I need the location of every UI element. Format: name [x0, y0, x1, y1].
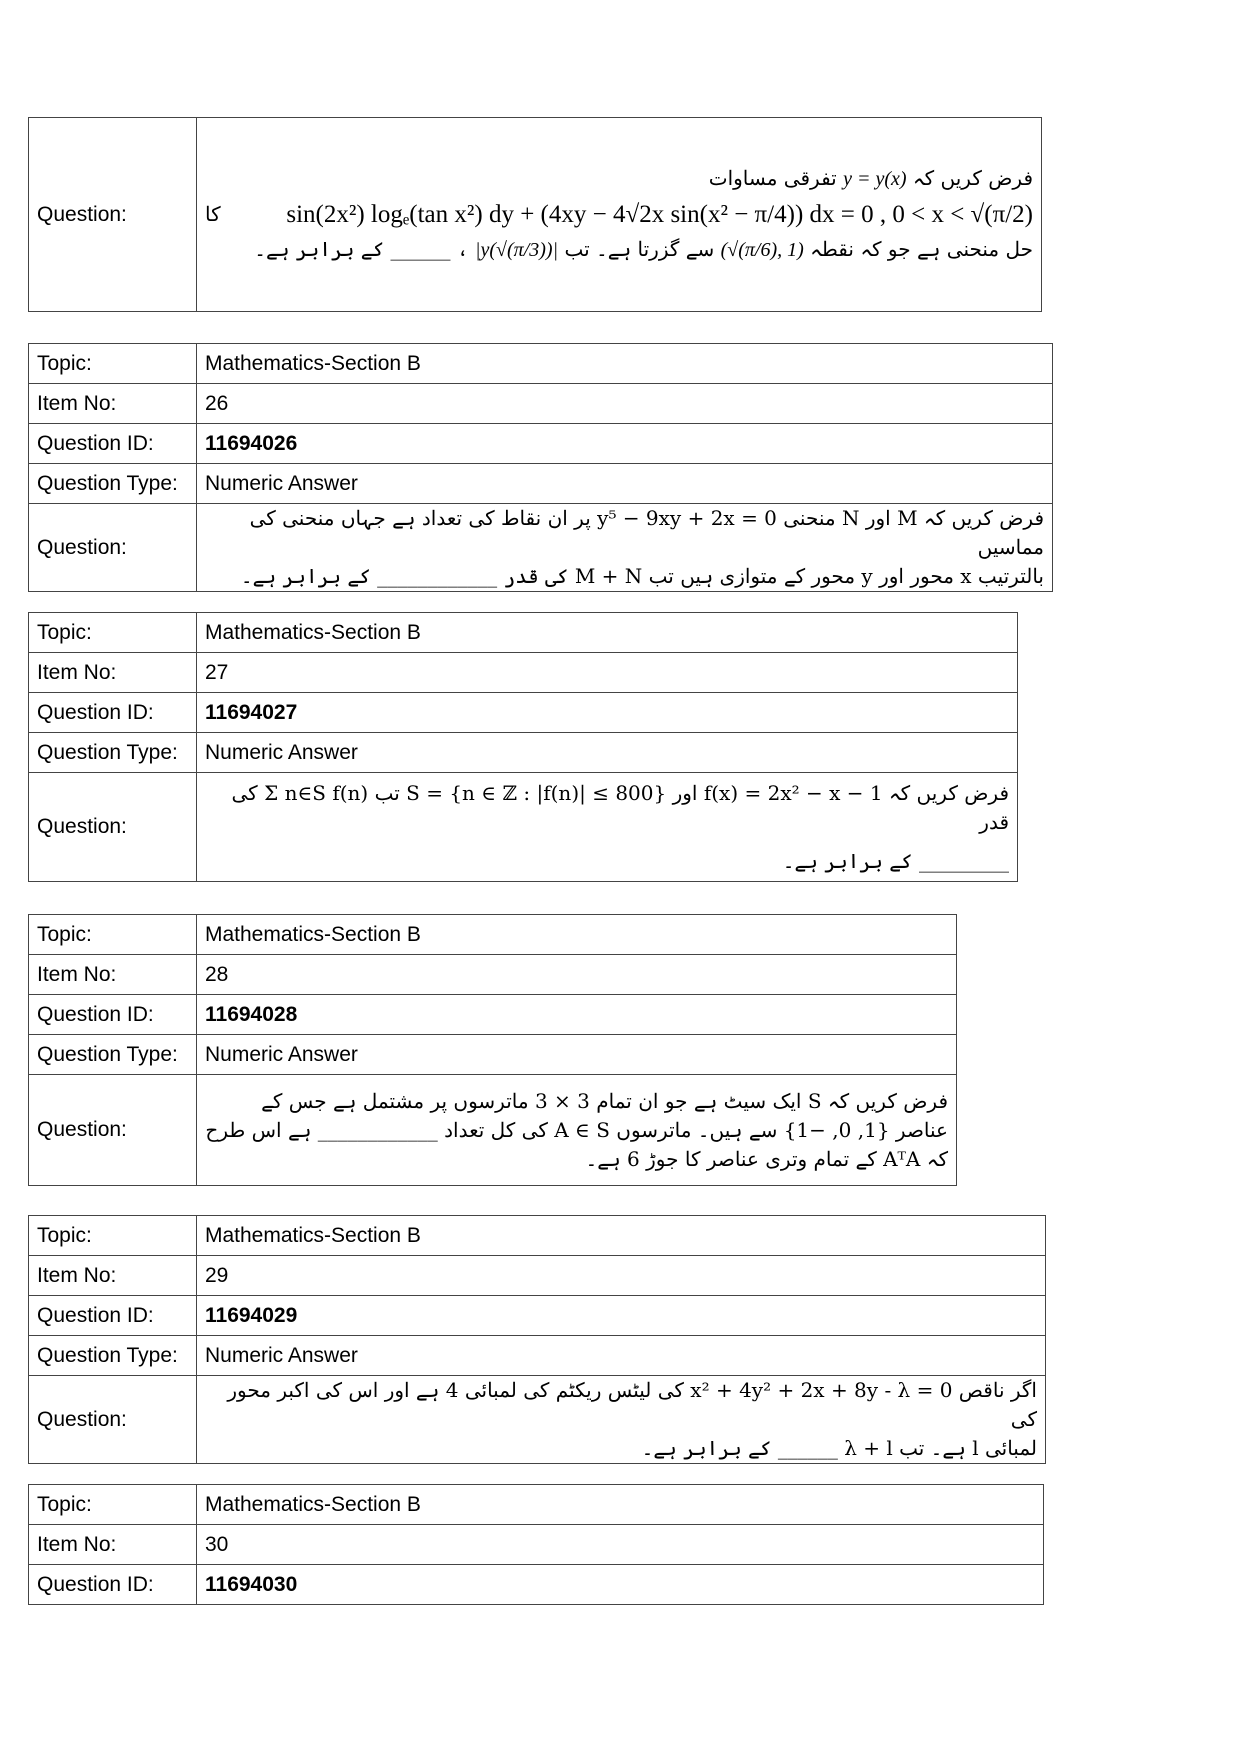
question-type-label: Question Type: [29, 1035, 197, 1075]
question-line-1: فرض کریں کہ y = y(x) تفرقی مساوات [708, 166, 1033, 190]
question-id-value: 11694027 [197, 693, 1018, 733]
topic-value: Mathematics-Section B [197, 1485, 1044, 1525]
question-line-1: فرض کریں کہ f(x) = 2x² − x − 1 اور S = {n ∈ ℤ : |f(n)| ≤ 800} تب Σ n∈S f(n) کی قدر [231, 780, 1009, 834]
differential-equation: sin(2x²) logₑ(tan x²) dy + (4xy − 4√2x sin(x² − π/4)) dx = 0 , 0 < x < √(π/2) [286, 200, 1033, 228]
item-no-value: 28 [197, 955, 957, 995]
topic-label: Topic: [29, 915, 197, 955]
item-no-value: 26 [197, 384, 1053, 424]
question-line-2: عناصر {1, 0, −1} سے ہیں۔ ماترسوں A ∈ S کی کل تعداد ____________ ہے اس طرح [205, 1117, 948, 1142]
question-line-1: فرض کریں کہ S ایک سیٹ ہے جو ان تمام 3 × 3 ماترسوں پر مشتمل ہے جس کے [261, 1088, 948, 1113]
question-type-value: Numeric Answer [197, 1336, 1046, 1376]
item-no-label: Item No: [29, 1525, 197, 1565]
question-content [197, 1376, 1046, 1464]
question-line-2: لمبائی l ہے۔ تب λ + l ______ کے برابر ہے۔ [641, 1436, 1037, 1460]
question-type-label: Question Type: [29, 1336, 197, 1376]
question-id-label: Question ID: [29, 1296, 197, 1336]
topic-label: Topic: [29, 613, 197, 653]
question-label: Question: [29, 1376, 197, 1464]
question-type-value: Numeric Answer [197, 733, 1018, 773]
question-type-value: Numeric Answer [197, 1035, 957, 1075]
topic-value: Mathematics-Section B [197, 915, 957, 955]
question-content [197, 504, 1053, 592]
question-id-value: 11694028 [197, 995, 957, 1035]
question-line-3: کہ AᵀA کے تمام وتری عناصر کا جوڑ 6 ہے۔ [585, 1146, 948, 1171]
question-line-2: بالترتیب x محور اور y محور کے متوازی ہیں تب M + N کی قدر ____________ کے برابر ہے۔ [240, 564, 1044, 588]
question-table-27 [28, 612, 1018, 882]
question-line-2: _________ کے برابر ہے۔ [782, 848, 1009, 873]
topic-value: Mathematics-Section B [197, 344, 1053, 384]
topic-label: Topic: [29, 1216, 197, 1256]
topic-value: Mathematics-Section B [197, 613, 1018, 653]
question-table-29 [28, 1215, 1046, 1464]
question-table-25 [28, 117, 1042, 312]
question-id-label: Question ID: [29, 1565, 197, 1605]
question-content [197, 118, 1042, 312]
topic-label: Topic: [29, 1485, 197, 1525]
question-type-label: Question Type: [29, 464, 197, 504]
question-line-3: حل منحنی ہے جو کہ نقطہ (√(π/6), 1) سے گزرتا ہے۔ تب |y(√(π/3))| ، ______ کے برابر ہے۔ [254, 237, 1033, 261]
question-table-30 [28, 1484, 1044, 1605]
question-label: Question: [29, 773, 197, 882]
question-id-label: Question ID: [29, 424, 197, 464]
item-no-label: Item No: [29, 955, 197, 995]
question-id-label: Question ID: [29, 693, 197, 733]
question-content [197, 773, 1018, 882]
topic-label: Topic: [29, 344, 197, 384]
question-label: Question: [29, 118, 197, 312]
equation-suffix: کا [205, 202, 221, 226]
question-line-1: فرض کریں کہ M اور N منحنی y⁵ − 9xy + 2x = 0 پر ان نقاط کی تعداد ہے جہاں منحنی کی مماسیں [249, 506, 1044, 559]
question-id-label: Question ID: [29, 995, 197, 1035]
item-no-value: 29 [197, 1256, 1046, 1296]
question-content [197, 1075, 957, 1186]
item-no-value: 30 [197, 1525, 1044, 1565]
item-no-value: 27 [197, 653, 1018, 693]
question-id-value: 11694030 [197, 1565, 1044, 1605]
item-no-label: Item No: [29, 653, 197, 693]
question-id-value: 11694029 [197, 1296, 1046, 1336]
topic-value: Mathematics-Section B [197, 1216, 1046, 1256]
question-table-26 [28, 343, 1053, 592]
item-no-label: Item No: [29, 1256, 197, 1296]
question-equation-row [205, 200, 1033, 229]
question-label: Question: [29, 1075, 197, 1186]
question-line-1: اگر ناقص x² + 4y² + 2x + 8y - λ = 0 کی لیٹس ریکٹم کی لمبائی 4 ہے اور اس کی اکبر محور کی [227, 1378, 1037, 1431]
question-label: Question: [29, 504, 197, 592]
question-table-28 [28, 914, 957, 1186]
question-id-value: 11694026 [197, 424, 1053, 464]
item-no-label: Item No: [29, 384, 197, 424]
question-type-label: Question Type: [29, 733, 197, 773]
question-type-value: Numeric Answer [197, 464, 1053, 504]
